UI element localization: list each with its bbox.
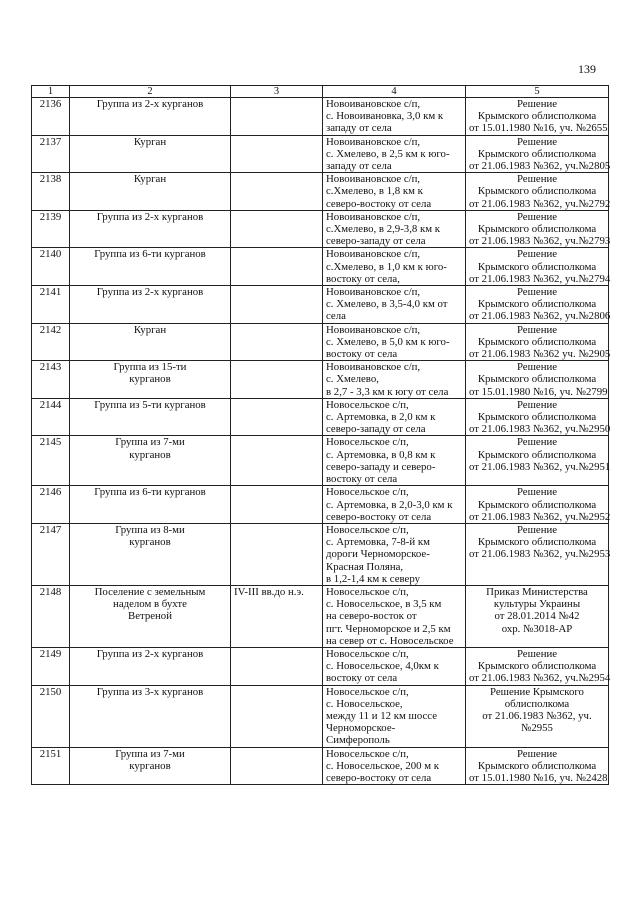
protection-document-line: Крымского облисполкома: [477, 260, 597, 273]
protection-document-line: от 21.06.1983 №362, уч.: [482, 709, 592, 722]
object-name-line: Курган: [133, 173, 167, 186]
object-location-line: Новосельское с/п,: [326, 585, 409, 598]
row-number-cell: 2146: [32, 486, 70, 524]
protection-document-line: облисполкома: [504, 697, 570, 710]
protection-document-line: Решение: [516, 98, 558, 110]
table-row: [32, 248, 609, 286]
protection-document-line: Крымского облисполкома: [477, 335, 597, 348]
protection-document-cell: [466, 647, 609, 685]
protection-document-line: от 21.06.1983 №362, уч.№2806: [469, 310, 611, 323]
object-location-cell: [323, 286, 466, 324]
protection-document-line: №2955: [521, 722, 553, 735]
protection-document-line: Решение: [516, 647, 558, 660]
object-name-line: Группа из 2-х курганов: [96, 210, 204, 223]
object-location-line: Новоивановское с/п,: [326, 173, 421, 186]
protection-document-cell: [466, 585, 609, 647]
protection-document-cell: [466, 323, 609, 361]
row-number-cell: 2137: [32, 135, 70, 173]
object-location-line: востоку от села,: [326, 272, 400, 285]
object-dating-cell: [231, 647, 323, 685]
object-name-cell: [70, 361, 231, 399]
object-location-line: северо-западу от села: [326, 235, 426, 248]
object-location-line: в 1,2-1,4 км к северу: [326, 572, 421, 585]
protection-document-line: Решение: [516, 210, 558, 223]
object-location-line: северо-западу и северо-: [326, 460, 436, 473]
object-location-line: села: [326, 310, 346, 323]
object-name-line: Группа из 6-ти курганов: [94, 486, 206, 499]
object-dating-cell: [231, 135, 323, 173]
protection-document-cell: [466, 135, 609, 173]
object-location-cell: [323, 747, 466, 785]
object-dating-cell: [231, 173, 323, 211]
object-location-line: северо-востоку от села: [326, 771, 432, 784]
object-dating-line: IV-III вв.до н.э.: [234, 585, 304, 598]
object-name-cell: [70, 398, 231, 436]
protection-document-cell: [466, 248, 609, 286]
object-location-line: Новоивановское с/п,: [326, 135, 421, 148]
object-dating-cell: [231, 98, 323, 136]
object-name-line: Группа из 7-ми: [115, 747, 185, 760]
object-location-line: Красная Поляна,: [326, 560, 404, 573]
object-name-line: курганов: [129, 759, 171, 772]
protection-document-line: от 15.01.1980 №16, уч. №2428: [469, 771, 608, 784]
object-name-cell: [70, 747, 231, 785]
object-location-cell: [323, 210, 466, 248]
object-name-cell: [70, 323, 231, 361]
object-location-line: востоку от села: [326, 473, 398, 486]
protection-document-line: от 21.06.1983 №362, уч.№2792: [469, 197, 611, 210]
row-number-cell: 2150: [32, 685, 70, 747]
protection-document-line: Решение: [516, 486, 558, 499]
object-location-line: Новосельское с/п,: [326, 523, 409, 536]
object-name-cell: [70, 523, 231, 585]
object-name-cell: [70, 135, 231, 173]
row-number-cell: 2139: [32, 210, 70, 248]
protection-document-line: Решение: [516, 248, 558, 261]
object-location-cell: [323, 323, 466, 361]
object-location-line: на северо-восток от: [326, 610, 417, 623]
object-location-line: северо-западу от села: [326, 423, 426, 436]
object-location-line: с. Новосельское, в 3,5 км: [326, 598, 442, 611]
object-location-line: Новоивановское с/п,: [326, 98, 421, 110]
object-name-cell: [70, 685, 231, 747]
protection-document-line: Крымского облисполкома: [477, 759, 597, 772]
object-location-line: Черноморское-: [326, 722, 396, 735]
object-name-cell: [70, 436, 231, 486]
object-name-cell: [70, 647, 231, 685]
object-name-line: Поселение с земельным: [94, 585, 206, 598]
object-location-line: Новосельское с/п,: [326, 486, 409, 499]
row-number-cell: 2151: [32, 747, 70, 785]
header-row: [32, 86, 609, 98]
protection-document-line: Решение: [516, 523, 558, 536]
object-name-cell: [70, 486, 231, 524]
object-dating-cell: [231, 248, 323, 286]
object-location-line: Новоивановское с/п,: [326, 286, 421, 299]
object-location-line: дороги Черноморское-: [326, 548, 430, 561]
object-location-cell: [323, 135, 466, 173]
object-name-line: курганов: [129, 536, 171, 549]
object-name-line: Группа из 2-х курганов: [96, 647, 204, 660]
row-number-cell: 2142: [32, 323, 70, 361]
object-dating-cell: [231, 286, 323, 324]
protection-document-line: от 21.06.1983 №362, уч.№2952: [469, 510, 611, 523]
object-location-line: пгт. Черноморское и 2,5 км: [326, 622, 451, 635]
object-location-line: Новосельское с/п,: [326, 747, 409, 760]
protection-document-cell: [466, 361, 609, 399]
header-cell: 4: [323, 86, 466, 98]
object-location-cell: [323, 173, 466, 211]
object-location-line: с. Артемовка, в 2,0-3,0 км к: [326, 498, 453, 511]
table-row: [32, 286, 609, 324]
object-location-line: с. Новосельское, 200 м к: [326, 759, 439, 772]
protection-document-line: Приказ Министерства: [486, 585, 588, 598]
object-location-line: с. Хмелево, в 2,5 км к юго-: [326, 147, 450, 160]
object-name-cell: [70, 98, 231, 136]
object-dating-cell: [231, 685, 323, 747]
object-name-line: Группа из 8-ми: [115, 523, 185, 536]
protection-document-line: Крымского облисполкома: [477, 185, 597, 198]
protection-document-line: Решение Крымского: [490, 685, 584, 698]
protection-document-cell: [466, 685, 609, 747]
object-location-cell: [323, 486, 466, 524]
protection-document-line: от 21.06.1983 №362 уч. №2905: [469, 348, 611, 361]
table-row: [32, 523, 609, 585]
protection-document-cell: [466, 173, 609, 211]
protection-document-line: Решение: [516, 323, 558, 336]
table-row: [32, 135, 609, 173]
protection-document-line: Решение: [516, 436, 558, 449]
protection-document-line: Решение: [516, 398, 558, 411]
object-location-line: на север от с. Новосельское: [326, 634, 454, 647]
table-row: [32, 585, 609, 647]
object-location-cell: [323, 585, 466, 647]
object-location-line: западу от села: [326, 160, 392, 173]
protection-document-line: Крымского облисполкома: [477, 448, 597, 461]
protection-document-cell: [466, 210, 609, 248]
protection-document-line: от 21.06.1983 №362, уч.№2793: [469, 235, 611, 248]
object-location-line: в 2,7 - 3,3 км к югу от села: [326, 385, 449, 398]
object-location-line: с. Новосельское, 4,0км к: [326, 660, 439, 673]
object-location-line: между 11 и 12 км шоссе: [326, 709, 438, 722]
row-number-cell: 2143: [32, 361, 70, 399]
object-location-line: с. Хмелево,: [326, 373, 379, 386]
object-location-line: северо-востоку от села: [326, 510, 432, 523]
object-dating-cell: [231, 585, 323, 647]
object-name-line: курганов: [129, 373, 171, 386]
protection-document-line: Решение: [516, 286, 558, 299]
object-location-line: с. Новосельское,: [326, 697, 403, 710]
object-location-line: с. Артемовка, в 0,8 км к: [326, 448, 436, 461]
protection-document-line: Крымского облисполкома: [477, 536, 597, 549]
row-number-cell: 2145: [32, 436, 70, 486]
object-location-line: Новоивановское с/п,: [326, 323, 421, 336]
object-location-line: Симферополь: [326, 734, 390, 747]
row-number-cell: 2138: [32, 173, 70, 211]
object-location-line: с.Хмелево, в 1,8 км к: [326, 185, 423, 198]
monuments-registry-table: [31, 85, 609, 785]
object-name-line: Группа из 2-х курганов: [96, 286, 204, 299]
object-location-cell: [323, 361, 466, 399]
object-location-line: Новосельское с/п,: [326, 436, 409, 449]
object-name-line: наделом в бухте: [113, 598, 187, 611]
object-name-line: курганов: [129, 448, 171, 461]
object-dating-cell: [231, 398, 323, 436]
table-row: [32, 210, 609, 248]
object-name-line: Группа из 7-ми: [115, 436, 185, 449]
object-location-line: с.Хмелево, в 1,0 км к юго-: [326, 260, 447, 273]
protection-document-cell: [466, 436, 609, 486]
object-location-cell: [323, 398, 466, 436]
table-row: [32, 98, 609, 136]
protection-document-line: Крымского облисполкома: [477, 411, 597, 424]
table-row: [32, 173, 609, 211]
object-name-cell: [70, 248, 231, 286]
object-location-line: Новоивановское с/п,: [326, 210, 421, 223]
protection-document-line: Решение: [516, 361, 558, 374]
protection-document-cell: [466, 286, 609, 324]
header-cell: 1: [32, 86, 70, 98]
protection-document-line: культуры Украины: [493, 598, 581, 611]
object-name-cell: [70, 173, 231, 211]
protection-document-line: Крымского облисполкома: [477, 298, 597, 311]
object-name-cell: [70, 585, 231, 647]
row-number-cell: 2136: [32, 98, 70, 136]
protection-document-line: охр. №3018-АР: [501, 622, 573, 635]
protection-document-line: Крымского облисполкома: [477, 660, 597, 673]
object-name-line: Группа из 15-ти: [113, 361, 187, 374]
object-dating-cell: [231, 210, 323, 248]
protection-document-line: Решение: [516, 135, 558, 148]
row-number-cell: 2144: [32, 398, 70, 436]
object-name-line: Ветреной: [128, 610, 172, 623]
table-row: [32, 685, 609, 747]
object-location-cell: [323, 248, 466, 286]
protection-document-line: от 21.06.1983 №362, уч.№2954: [469, 672, 611, 685]
object-location-line: западу от села: [326, 122, 392, 135]
object-dating-cell: [231, 361, 323, 399]
object-location-line: востоку от села: [326, 348, 398, 361]
object-name-cell: [70, 210, 231, 248]
protection-document-cell: [466, 98, 609, 136]
object-name-line: Курган: [133, 323, 167, 336]
object-dating-cell: [231, 747, 323, 785]
table-row: [32, 747, 609, 785]
page-number: 139: [578, 62, 596, 76]
protection-document-line: от 15.01.1980 №16, уч. №2655: [469, 122, 608, 135]
object-location-line: Новоивановское с/п,: [326, 248, 421, 261]
object-location-line: с. Новоивановка, 3,0 км к: [326, 110, 444, 123]
row-number-cell: 2149: [32, 647, 70, 685]
protection-document-cell: [466, 398, 609, 436]
protection-document-cell: [466, 486, 609, 524]
header-cell: 5: [466, 86, 609, 98]
object-location-line: Новосельское с/п,: [326, 685, 409, 698]
object-location-line: с. Артемовка, в 2,0 км к: [326, 411, 436, 424]
header-cell: 2: [70, 86, 231, 98]
object-location-line: Новоивановское с/п,: [326, 361, 421, 374]
object-name-line: Группа из 6-ти курганов: [94, 248, 206, 261]
object-location-line: с. Хмелево, в 3,5-4,0 км от: [326, 298, 448, 311]
object-location-line: Новосельское с/п,: [326, 398, 409, 411]
table-row: [32, 323, 609, 361]
object-location-cell: [323, 436, 466, 486]
protection-document-line: Крымского облисполкома: [477, 223, 597, 236]
protection-document-line: от 28.01.2014 №42: [494, 610, 580, 623]
row-number-cell: 2141: [32, 286, 70, 324]
header-cell: 3: [231, 86, 323, 98]
protection-document-line: от 21.06.1983 №362, уч.№2951: [469, 460, 611, 473]
object-dating-cell: [231, 486, 323, 524]
object-location-line: с. Хмелево, в 5,0 км к юго-: [326, 335, 450, 348]
protection-document-line: от 21.06.1983 №362, уч.№2950: [469, 423, 611, 436]
row-number-cell: 2140: [32, 248, 70, 286]
protection-document-line: Решение: [516, 747, 558, 760]
object-location-cell: [323, 647, 466, 685]
protection-document-line: Крымского облисполкома: [477, 498, 597, 511]
table-row: [32, 647, 609, 685]
protection-document-line: Крымского облисполкома: [477, 373, 597, 386]
row-number-cell: 2147: [32, 523, 70, 585]
object-location-line: востоку от села: [326, 672, 398, 685]
object-dating-cell: [231, 523, 323, 585]
object-name-cell: [70, 286, 231, 324]
protection-document-line: от 21.06.1983 №362, уч.№2953: [469, 548, 611, 561]
protection-document-line: Решение: [516, 173, 558, 186]
table-row: [32, 398, 609, 436]
object-location-cell: [323, 685, 466, 747]
table-row: [32, 436, 609, 486]
object-location-line: северо-востоку от села: [326, 197, 432, 210]
object-name-line: Курган: [133, 135, 167, 148]
object-location-line: Новосельское с/п,: [326, 647, 409, 660]
protection-document-line: от 21.06.1983 №362, уч.№2794: [469, 272, 611, 285]
object-dating-cell: [231, 436, 323, 486]
table-row: [32, 361, 609, 399]
object-location-cell: [323, 98, 466, 136]
protection-document-line: от 15.01.1980 №16, уч. №2799: [469, 385, 608, 398]
object-location-line: с. Артемовка, 7-8-й км: [326, 536, 430, 549]
protection-document-line: Крымского облисполкома: [477, 147, 597, 160]
protection-document-cell: [466, 523, 609, 585]
object-name-line: Группа из 5-ти курганов: [94, 398, 206, 411]
object-dating-cell: [231, 323, 323, 361]
object-name-line: Группа из 3-х курганов: [96, 685, 204, 698]
table-row: [32, 486, 609, 524]
object-location-cell: [323, 523, 466, 585]
object-location-line: с.Хмелево, в 2,9-3,8 км к: [326, 223, 441, 236]
row-number-cell: 2148: [32, 585, 70, 647]
protection-document-line: от 21.06.1983 №362, уч.№2805: [469, 160, 611, 173]
protection-document-cell: [466, 747, 609, 785]
protection-document-line: Крымского облисполкома: [477, 110, 597, 123]
object-name-line: Группа из 2-х курганов: [96, 98, 204, 110]
